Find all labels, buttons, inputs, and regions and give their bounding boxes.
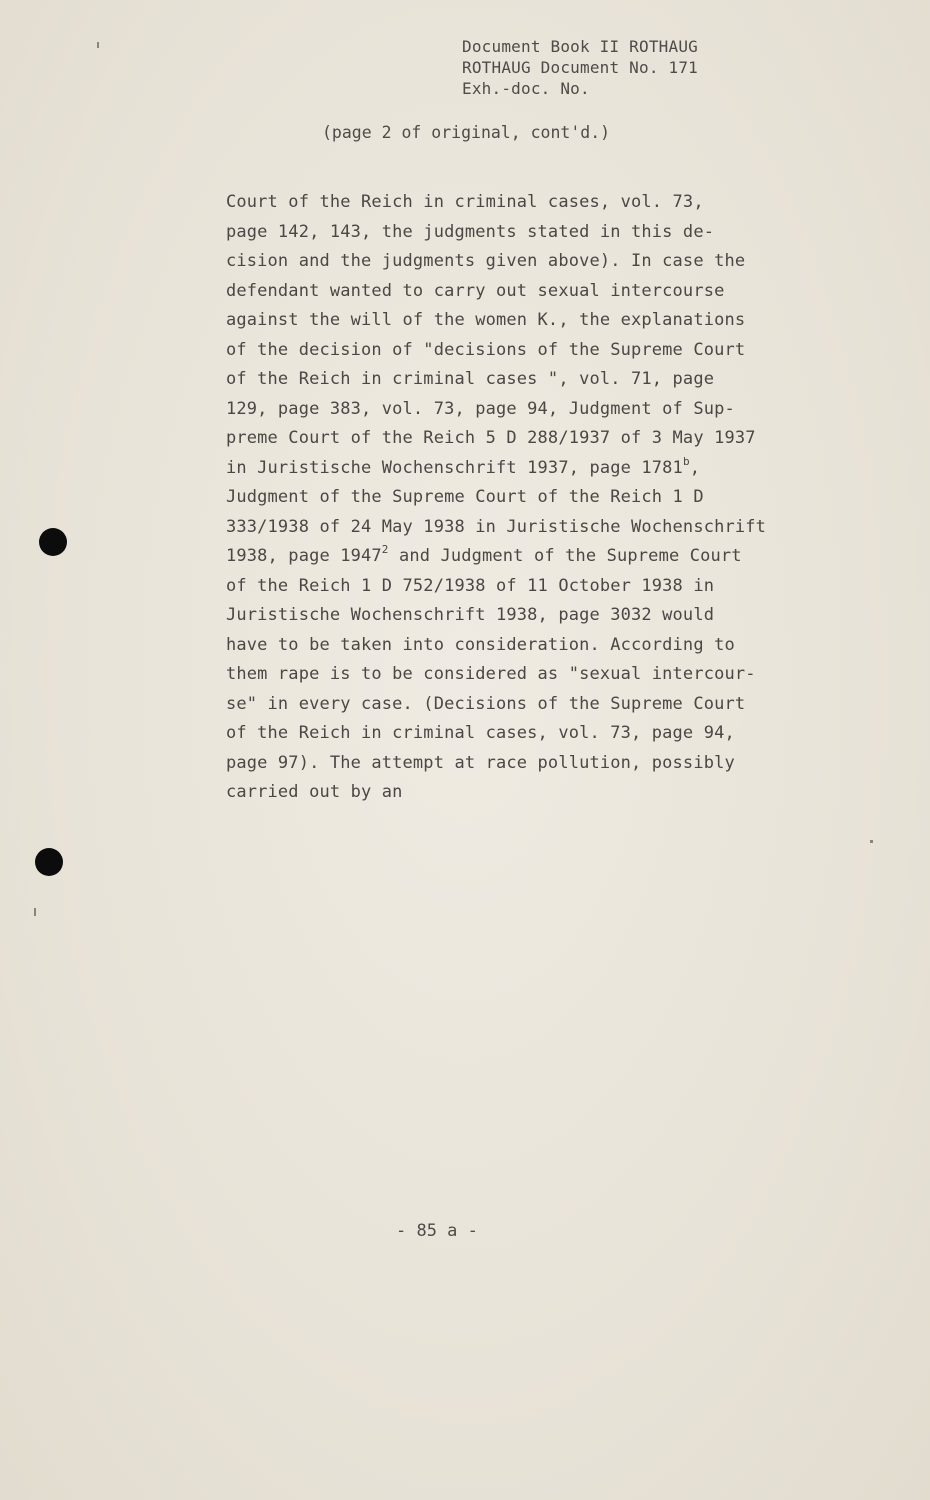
- body-line: of the Reich in criminal cases, vol. 73, page 94,: [226, 723, 735, 743]
- page-subtitle: (page 2 of original, cont'd.): [322, 123, 611, 142]
- body-text: [226, 188, 866, 808]
- body-line: preme Court of the Reich 5 D 288/1937 of 3 May 1937: [226, 428, 756, 448]
- body-line-text: in Juristische Wochenschrift 1937, page 1781: [226, 457, 683, 478]
- paper-speck: [97, 42, 99, 48]
- body-line: page 97). The attempt at race pollution, possibly: [226, 752, 735, 773]
- body-line-tail: ,: [689, 457, 701, 478]
- body-line: page 142, 143, the judgments stated in this de-: [226, 221, 715, 242]
- body-line: 333/1938 of 24 May 1938 in Juristische Wochenschrift: [226, 516, 767, 537]
- body-line: Judgment of the Supreme Court of the Reich 1 D: [226, 487, 704, 507]
- body-line: defendant wanted to carry out sexual intercourse: [226, 280, 725, 301]
- body-line: have to be taken into consideration. According to: [226, 634, 735, 655]
- document-header: [462, 36, 698, 99]
- body-line: 129, page 383, vol. 73, page 94, Judgment of Sup-: [226, 398, 735, 419]
- paper-speck: [870, 840, 873, 843]
- body-line: Court of the Reich in criminal cases, vol. 73,: [226, 192, 704, 212]
- body-line-text: 1938, page 1947: [226, 546, 382, 566]
- superscript: b: [682, 454, 690, 468]
- body-line: [226, 454, 866, 484]
- body-line: against the will of the women K., the explanations: [226, 310, 746, 330]
- header-line-exhibit: Exh.-doc. No.: [462, 79, 590, 98]
- header-line-book: Document Book II ROTHAUG: [462, 37, 698, 56]
- body-line-tail: and Judgment of the Supreme Court: [388, 546, 742, 566]
- page-number: - 85 a -: [396, 1221, 478, 1241]
- paper-speck: [34, 908, 36, 916]
- body-line: of the decision of "decisions of the Supreme Court: [226, 339, 746, 360]
- superscript: 2: [381, 543, 389, 556]
- punch-hole: [39, 528, 67, 556]
- body-line: them rape is to be considered as "sexual intercour-: [226, 664, 756, 684]
- body-line: of the Reich in criminal cases ", vol. 71, page: [226, 369, 715, 389]
- header-line-document-number: ROTHAUG Document No. 171: [462, 58, 698, 77]
- body-line: of the Reich 1 D 752/1938 of 11 October 1938 in: [226, 575, 715, 596]
- punch-hole: [35, 848, 63, 876]
- body-line: Juristische Wochenschrift 1938, page 3032 would: [226, 605, 715, 625]
- body-line: se" in every case. (Decisions of the Supreme Court: [226, 693, 746, 714]
- body-line: cision and the judgments given above). In case the: [226, 251, 746, 271]
- body-line: carried out by an: [226, 782, 403, 802]
- body-line: [226, 542, 866, 572]
